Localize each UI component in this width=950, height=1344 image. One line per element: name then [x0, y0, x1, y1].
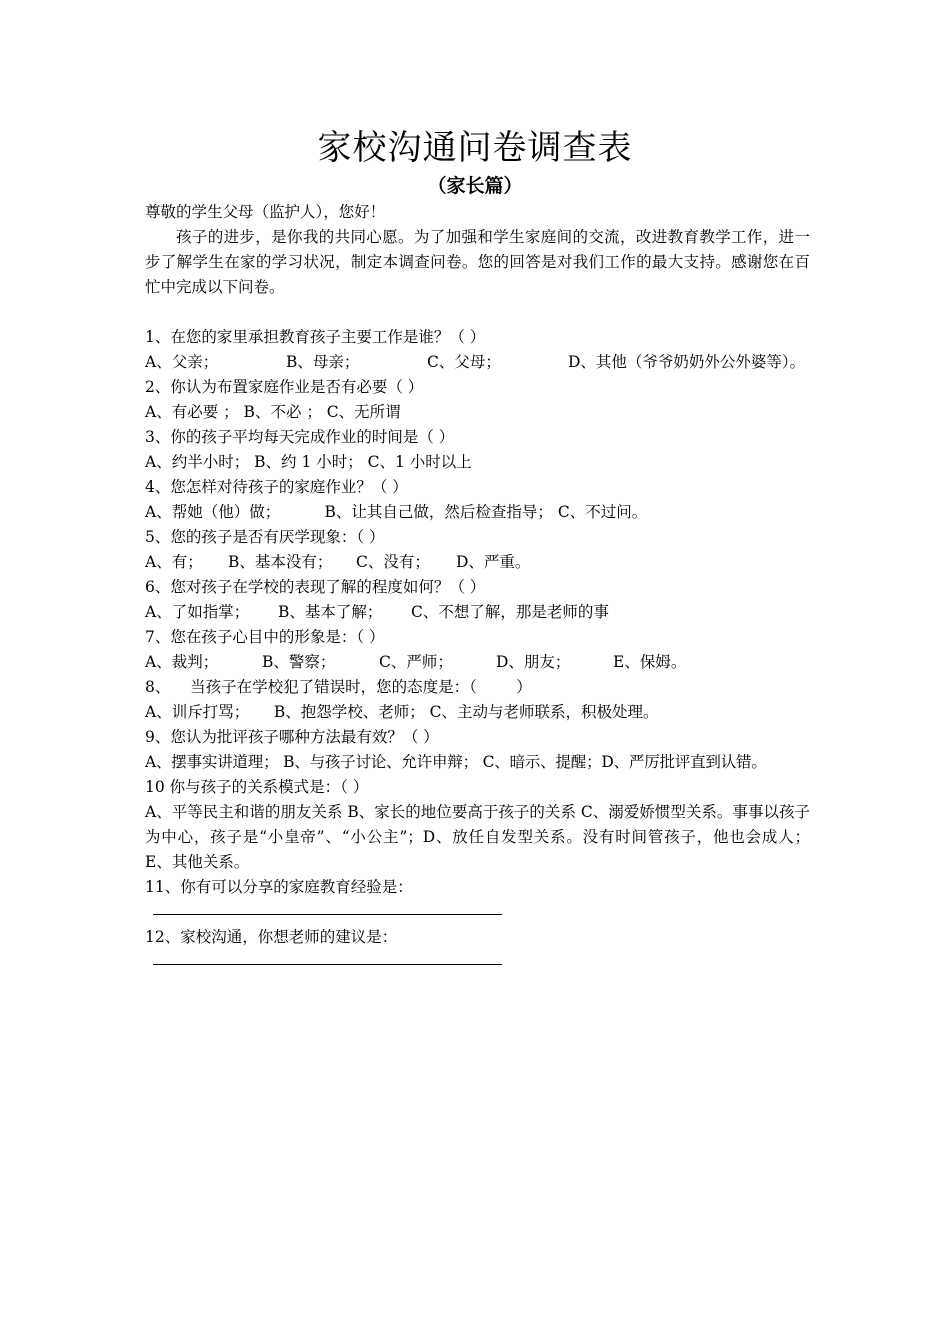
- question-text: 11、你有可以分享的家庭教育经验是：: [145, 878, 413, 896]
- option-d[interactable]: D、其他（爷爷奶奶外公外婆等）。: [568, 353, 806, 371]
- option-b[interactable]: B、基本没有；: [228, 553, 333, 571]
- option-a[interactable]: A、父亲；: [145, 353, 219, 371]
- question-10: [145, 775, 835, 875]
- answer-underline: [153, 914, 502, 915]
- page-title: 家校沟通问卷调查表: [317, 128, 633, 168]
- answer-options: [145, 600, 810, 625]
- question-text: 5、您的孩子是否有厌学现象：（ ）: [145, 528, 385, 546]
- greeting: 尊敬的学生父母（监护人），您好！: [145, 203, 386, 221]
- answer-underline: [153, 964, 502, 965]
- question-12: [145, 925, 810, 975]
- question-4: [145, 475, 810, 525]
- answer-options[interactable]: A、帮她（他）做； B、让其自己做，然后检查指导； C、不过问。: [145, 503, 648, 521]
- question-text: 3、你的孩子平均每天完成作业的时间是（ ）: [145, 428, 455, 446]
- option-b[interactable]: B、母亲；: [286, 353, 360, 371]
- question-5: [145, 525, 810, 575]
- question-text: 8、 当孩子在学校犯了错误时，您的态度是：（ ）: [145, 678, 532, 696]
- question-9: [145, 725, 810, 775]
- page-subtitle: （家长篇）: [427, 175, 523, 197]
- question-11: [145, 875, 810, 925]
- question-text: 7、您在孩子心目中的形象是：（ ）: [145, 628, 385, 646]
- questionnaire-body: [145, 200, 835, 975]
- question-7: [145, 625, 810, 675]
- answer-options: [145, 650, 810, 675]
- question-8: [145, 675, 810, 725]
- question-1: [145, 325, 810, 375]
- answer-options[interactable]: A、约半小时； B、约 1 小时； C、1 小时以上: [145, 453, 472, 471]
- answer-options[interactable]: A、平等民主和谐的朋友关系 B、家长的地位要高于孩子的关系 C、溺爱娇惯型关系。事事以孩子为中心，孩子是“小皇帝”、“小公主”；D、放任自发型关系。没有时间管孩子，他也会成人； E、其他关系。: [145, 803, 835, 871]
- option-d[interactable]: D、朋友；: [496, 653, 571, 671]
- question-text: 12、家校沟通，你想老师的建议是：: [145, 928, 398, 946]
- question-text: 9、您认为批评孩子哪种方法最有效？（ ）: [145, 728, 439, 746]
- option-b[interactable]: B、警察；: [262, 653, 336, 671]
- question-6: [145, 575, 810, 625]
- answer-blank[interactable]: [145, 950, 810, 975]
- question-text: 10 你与孩子的关系模式是：（ ）: [145, 778, 369, 796]
- answer-options[interactable]: A、训斥打骂； B、抱怨学校、老师； C、主动与老师联系，积极处理。: [145, 703, 659, 721]
- option-c[interactable]: C、不想了解，那是老师的事: [411, 603, 609, 621]
- option-c[interactable]: C、严师；: [379, 653, 453, 671]
- answer-blank[interactable]: [145, 900, 810, 925]
- option-a[interactable]: A、裁判；: [145, 653, 219, 671]
- question-text: 4、您怎样对待孩子的家庭作业？（ ）: [145, 478, 408, 496]
- question-2: [145, 375, 810, 425]
- option-c[interactable]: C、没有；: [356, 553, 430, 571]
- option-a[interactable]: A、了如指掌；: [145, 603, 250, 621]
- answer-options: [145, 550, 810, 575]
- question-3: [145, 425, 810, 475]
- spacer: [145, 300, 810, 325]
- option-c[interactable]: C、父母；: [427, 353, 501, 371]
- option-a[interactable]: A、有；: [145, 553, 203, 571]
- answer-options[interactable]: A、摆事实讲道理； B、与孩子讨论、允许申辩； C、暗示、提醒；D、严厉批评直到认错。: [145, 753, 767, 771]
- question-text: 6、您对孩子在学校的表现了解的程度如何？（ ）: [145, 578, 486, 596]
- question-text: 2、你认为布置家庭作业是否有必要（ ）: [145, 378, 424, 396]
- intro-paragraph: 孩子的进步，是你我的共同心愿。为了加强和学生家庭间的交流，改进教育教学工作，进一步了解学生在家的学习状况，制定本调查问卷。您的回答是对我们工作的最大支持。感谢您在百忙中完成以下问卷。: [145, 228, 810, 296]
- answer-options: [145, 350, 810, 375]
- option-b[interactable]: B、基本了解；: [278, 603, 383, 621]
- option-d[interactable]: D、严重。: [456, 553, 531, 571]
- question-text: 1、在您的家里承担教育孩子主要工作是谁？（ ）: [145, 328, 486, 346]
- answer-options[interactable]: A、有必要 ； B、不必 ； C、无所谓: [145, 403, 401, 421]
- option-e[interactable]: E、保姆。: [613, 653, 687, 671]
